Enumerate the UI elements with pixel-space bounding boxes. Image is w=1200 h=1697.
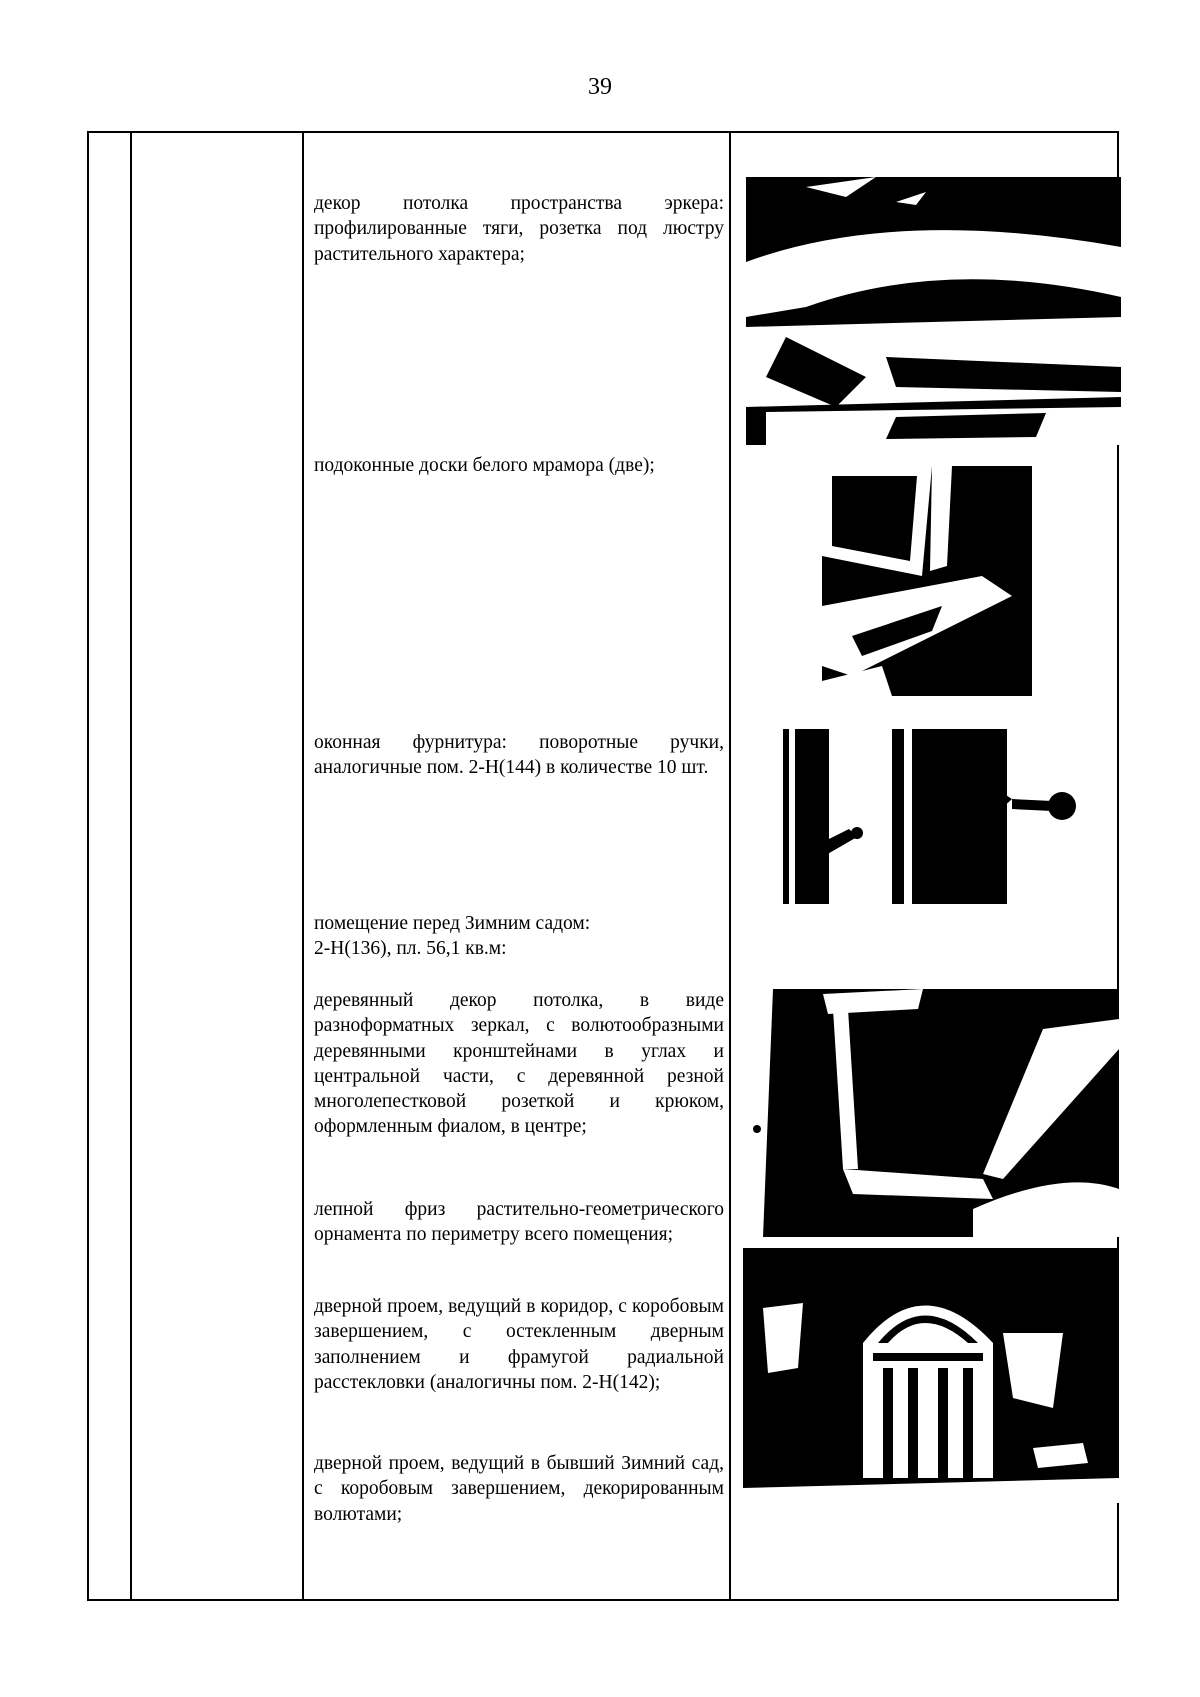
item-window-sills: подоконные доски белого мрамора (две);: [314, 455, 655, 476]
photo-window-handle-1: [769, 729, 873, 904]
item-wooden-ceiling: деревянный декор потолка, в виде разноформатных зеркал, с волютообразными деревянными кронштейнами в углах и центральной части, с деревянной резной многолепестковой розеткой и крюком, оформленным фиалом, в центре;: [314, 990, 724, 1138]
document-table: [87, 131, 1119, 1601]
column-divider-2: [302, 133, 304, 1599]
photo-ceiling-bay: [746, 177, 1121, 445]
section-heading-line2: 2-Н(136), пл. 56,1 кв.м:: [314, 938, 507, 960]
item-frieze: лепной фриз растительно-геометрического орнамента по периметру всего помещения;: [314, 1199, 724, 1246]
item-doorway-corridor: дверной проем, ведущий в коридор, с коробовым завершением, с остекленным дверным заполнением и фрамугой радиальной расстекловки (аналогичны пом. 2-Н(142);: [314, 1296, 724, 1393]
column-divider-1: [130, 133, 132, 1599]
item-doorway-winter-garden: дверной проем, ведущий в бывший Зимний сад, с коробовым завершением, декорированным волютами;: [314, 1453, 724, 1525]
photo-window-handle-2: [882, 729, 1077, 904]
column-divider-3: [729, 133, 731, 1599]
section-heading: [314, 911, 724, 962]
page-number: 39: [588, 74, 612, 100]
section-heading-line1: помещение перед Зимним садом:: [314, 913, 591, 934]
photo-window-sill: [822, 466, 1032, 696]
item-window-hardware: оконная фурнитура: поворотные ручки, аналогичные пом. 2-Н(144) в количестве 10 шт.: [314, 732, 724, 779]
photo-wooden-ceiling: [743, 989, 1119, 1237]
item-ceiling-bay: декор потолка пространства эркера: профилированные тяги, розетка под люстру растительного характера;: [314, 193, 724, 265]
photo-doorway-arch: [743, 1248, 1119, 1503]
